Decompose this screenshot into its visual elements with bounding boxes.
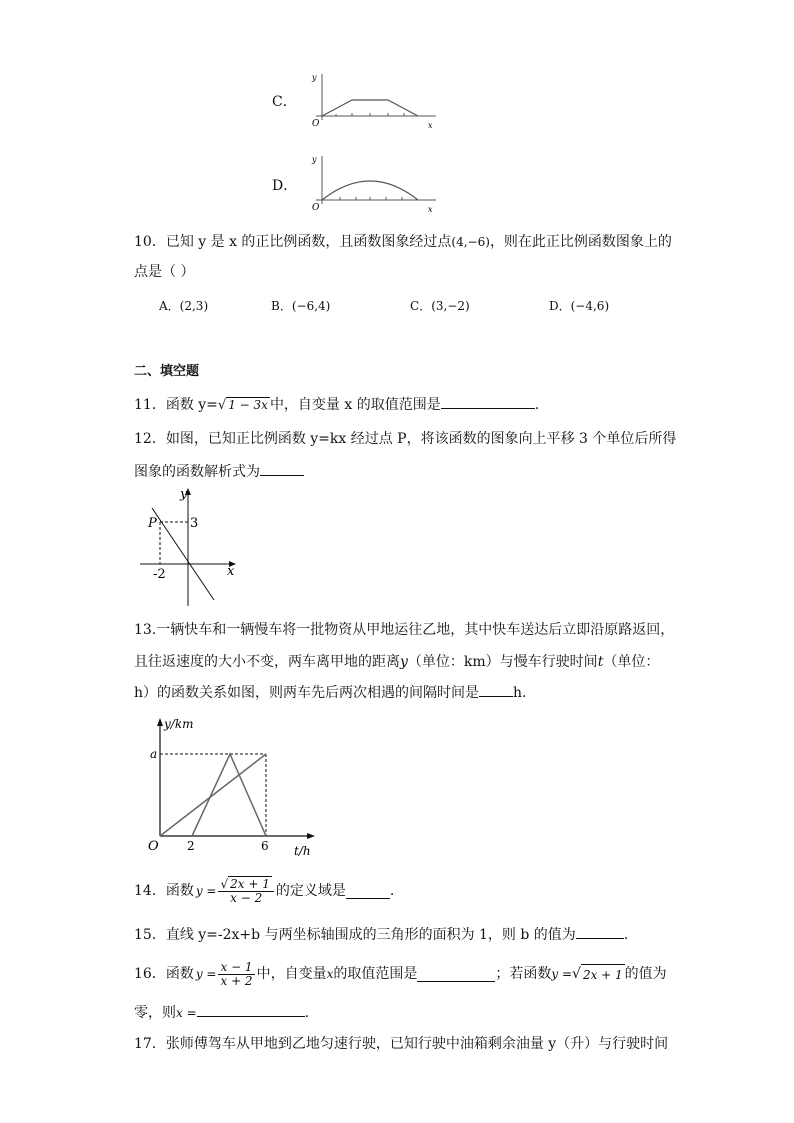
q13-x-label: t/h bbox=[294, 844, 311, 858]
q9c-origin: O bbox=[312, 119, 320, 129]
q14: 14．函数 y = $\frac{√ 2x + 1}{x - 2}$ 的定义域是 . bbox=[134, 876, 395, 905]
q9d-origin: O bbox=[312, 203, 320, 213]
q9d-x-label: x bbox=[428, 205, 433, 214]
q12-y-label: y bbox=[180, 487, 188, 502]
q9c-x-label: x bbox=[428, 121, 433, 130]
q10-option-d[interactable]: D．(−4,6) bbox=[549, 299, 610, 313]
q9-option-d-graph bbox=[306, 152, 442, 216]
q13-line1: 13.一辆快车和一辆慢车将一批物资从甲地运往乙地，其中快车送达后立即沿原路返回， bbox=[134, 622, 675, 638]
q12-answer-blank[interactable] bbox=[260, 461, 304, 476]
q16-line1: 16．函数 y = $\frac{x - 1}{x + 2}$ 中，自变量 x 的取值范围是 ；若函数 y = √ 2x + 1 的值为 bbox=[134, 959, 667, 988]
q10-text-a: 10．已知 y 是 x 的正比例函数，且函数图象经过点 bbox=[134, 234, 452, 250]
q13-graph bbox=[130, 714, 320, 864]
q13-six: 6 bbox=[261, 839, 269, 853]
q13-line2: 且往返速度的大小不变，两车离甲地的距离y（单位：km）与慢车行驶时间t（单位： bbox=[134, 654, 660, 670]
q14-answer-blank[interactable] bbox=[346, 884, 390, 899]
q13-y-label: y/km bbox=[164, 717, 194, 731]
q16-fraction: $\frac{x - 1}{x + 2}$ bbox=[220, 959, 253, 988]
q16-answer-blank-2[interactable] bbox=[197, 1002, 305, 1017]
q10-option-c[interactable]: C．(3,−2) bbox=[410, 299, 470, 313]
q17-line1: 17．张师傅驾车从甲地到乙地匀速行驶，已知行驶中油箱剩余油量 y（升）与行驶时间 bbox=[134, 1036, 669, 1052]
q11: 11．函数 y=√ 1 − 3x 中，自变量 x 的取值范围是 . bbox=[134, 394, 539, 416]
q9-option-c-label: C． bbox=[272, 94, 297, 110]
q13-a: a bbox=[150, 747, 158, 761]
q10-point: (4,−6) bbox=[451, 235, 490, 249]
q13-answer-blank[interactable] bbox=[479, 682, 513, 697]
q10-line2: 点是（ ） bbox=[134, 264, 195, 280]
q10-line1 bbox=[134, 232, 672, 252]
q9c-y-label: y bbox=[312, 73, 317, 82]
q15-answer-blank[interactable] bbox=[576, 924, 624, 939]
q13-two: 2 bbox=[187, 839, 195, 853]
q11-answer-blank[interactable] bbox=[441, 394, 535, 409]
q12-graph bbox=[136, 486, 246, 608]
section-title: 二、填空题 bbox=[134, 364, 200, 379]
q13-origin: O bbox=[148, 839, 159, 854]
q12-point-p: P bbox=[148, 516, 157, 531]
q12-x-label: x bbox=[227, 564, 235, 579]
q14-fraction: $\frac{√ 2x + 1}{x - 2}$ bbox=[218, 878, 273, 905]
q15: 15．直线 y=-2x+b 与两坐标轴围成的三角形的面积为 1，则 b 的值为 . bbox=[134, 924, 628, 945]
q12-neg2: -2 bbox=[153, 567, 166, 582]
q12-line1: 12．如图，已知正比例函数 y=kx 经过点 P，将该函数的图象向上平移 3 个单位后所得 bbox=[134, 431, 677, 447]
q9d-y-label: y bbox=[312, 155, 317, 164]
q11-radicand: 1 − 3x bbox=[228, 398, 268, 412]
q12-line2: 图象的函数解析式为 bbox=[134, 461, 304, 482]
q9-option-d-label: D． bbox=[272, 178, 298, 194]
q16-line2: 零，则x = . bbox=[134, 1002, 309, 1023]
q10-option-a[interactable]: A．(2,3) bbox=[159, 299, 209, 313]
q10-option-b[interactable]: B．(−6,4) bbox=[271, 299, 331, 313]
q9-option-c-graph bbox=[306, 70, 442, 132]
q12-three: 3 bbox=[190, 516, 199, 531]
q10-text-b: ，则在此正比例函数图象上的 bbox=[489, 234, 672, 250]
q13-line3: h）的函数关系如图，则两车先后两次相遇的间隔时间是 h. bbox=[134, 682, 526, 703]
q16-answer-blank-1[interactable] bbox=[417, 967, 495, 982]
